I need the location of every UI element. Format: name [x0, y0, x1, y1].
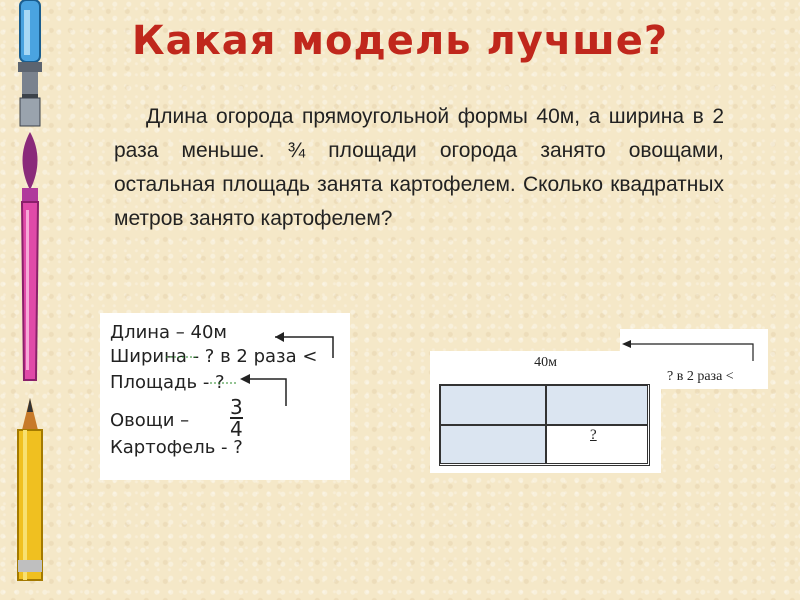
potato-question-mark: ? — [590, 427, 597, 443]
garden-cell — [546, 385, 648, 425]
garden-rectangle — [439, 384, 650, 466]
rectangle-model-card — [430, 351, 661, 473]
model1-width-line: Ширина - ? в 2 раза < — [110, 346, 318, 367]
model1-length-line: Длина – 40м — [110, 322, 227, 343]
model1-vegetables-line: Овощи – — [110, 410, 190, 431]
slide-title: Какая модель лучше? — [131, 18, 669, 64]
art-tools-decoration — [0, 0, 60, 600]
width-note-text: ? в 2 раза < — [667, 369, 734, 384]
model1-area-line: Площадь - ? — [110, 372, 225, 393]
model1-arrows — [100, 313, 350, 480]
problem-text: Длина огорода прямоугольной формы 40м, а ширина в 2 раза меньше. ¾ площади огорода занято овощами, остальная площадь занята картофелем. Сколько квадратных метров занято картофелем? — [114, 105, 724, 230]
garden-cell — [440, 385, 546, 425]
garden-cell — [440, 425, 546, 464]
length-label: 40м — [534, 355, 557, 370]
fraction-numerator: 3 — [230, 395, 243, 419]
pencil-icon — [18, 398, 42, 580]
paintbrush-icon — [22, 132, 38, 380]
model1-potato-line: Картофель - ? — [110, 437, 243, 458]
text-model-card — [100, 313, 350, 480]
potato-cell — [546, 425, 648, 464]
fraction-denominator: 4 — [230, 417, 243, 441]
